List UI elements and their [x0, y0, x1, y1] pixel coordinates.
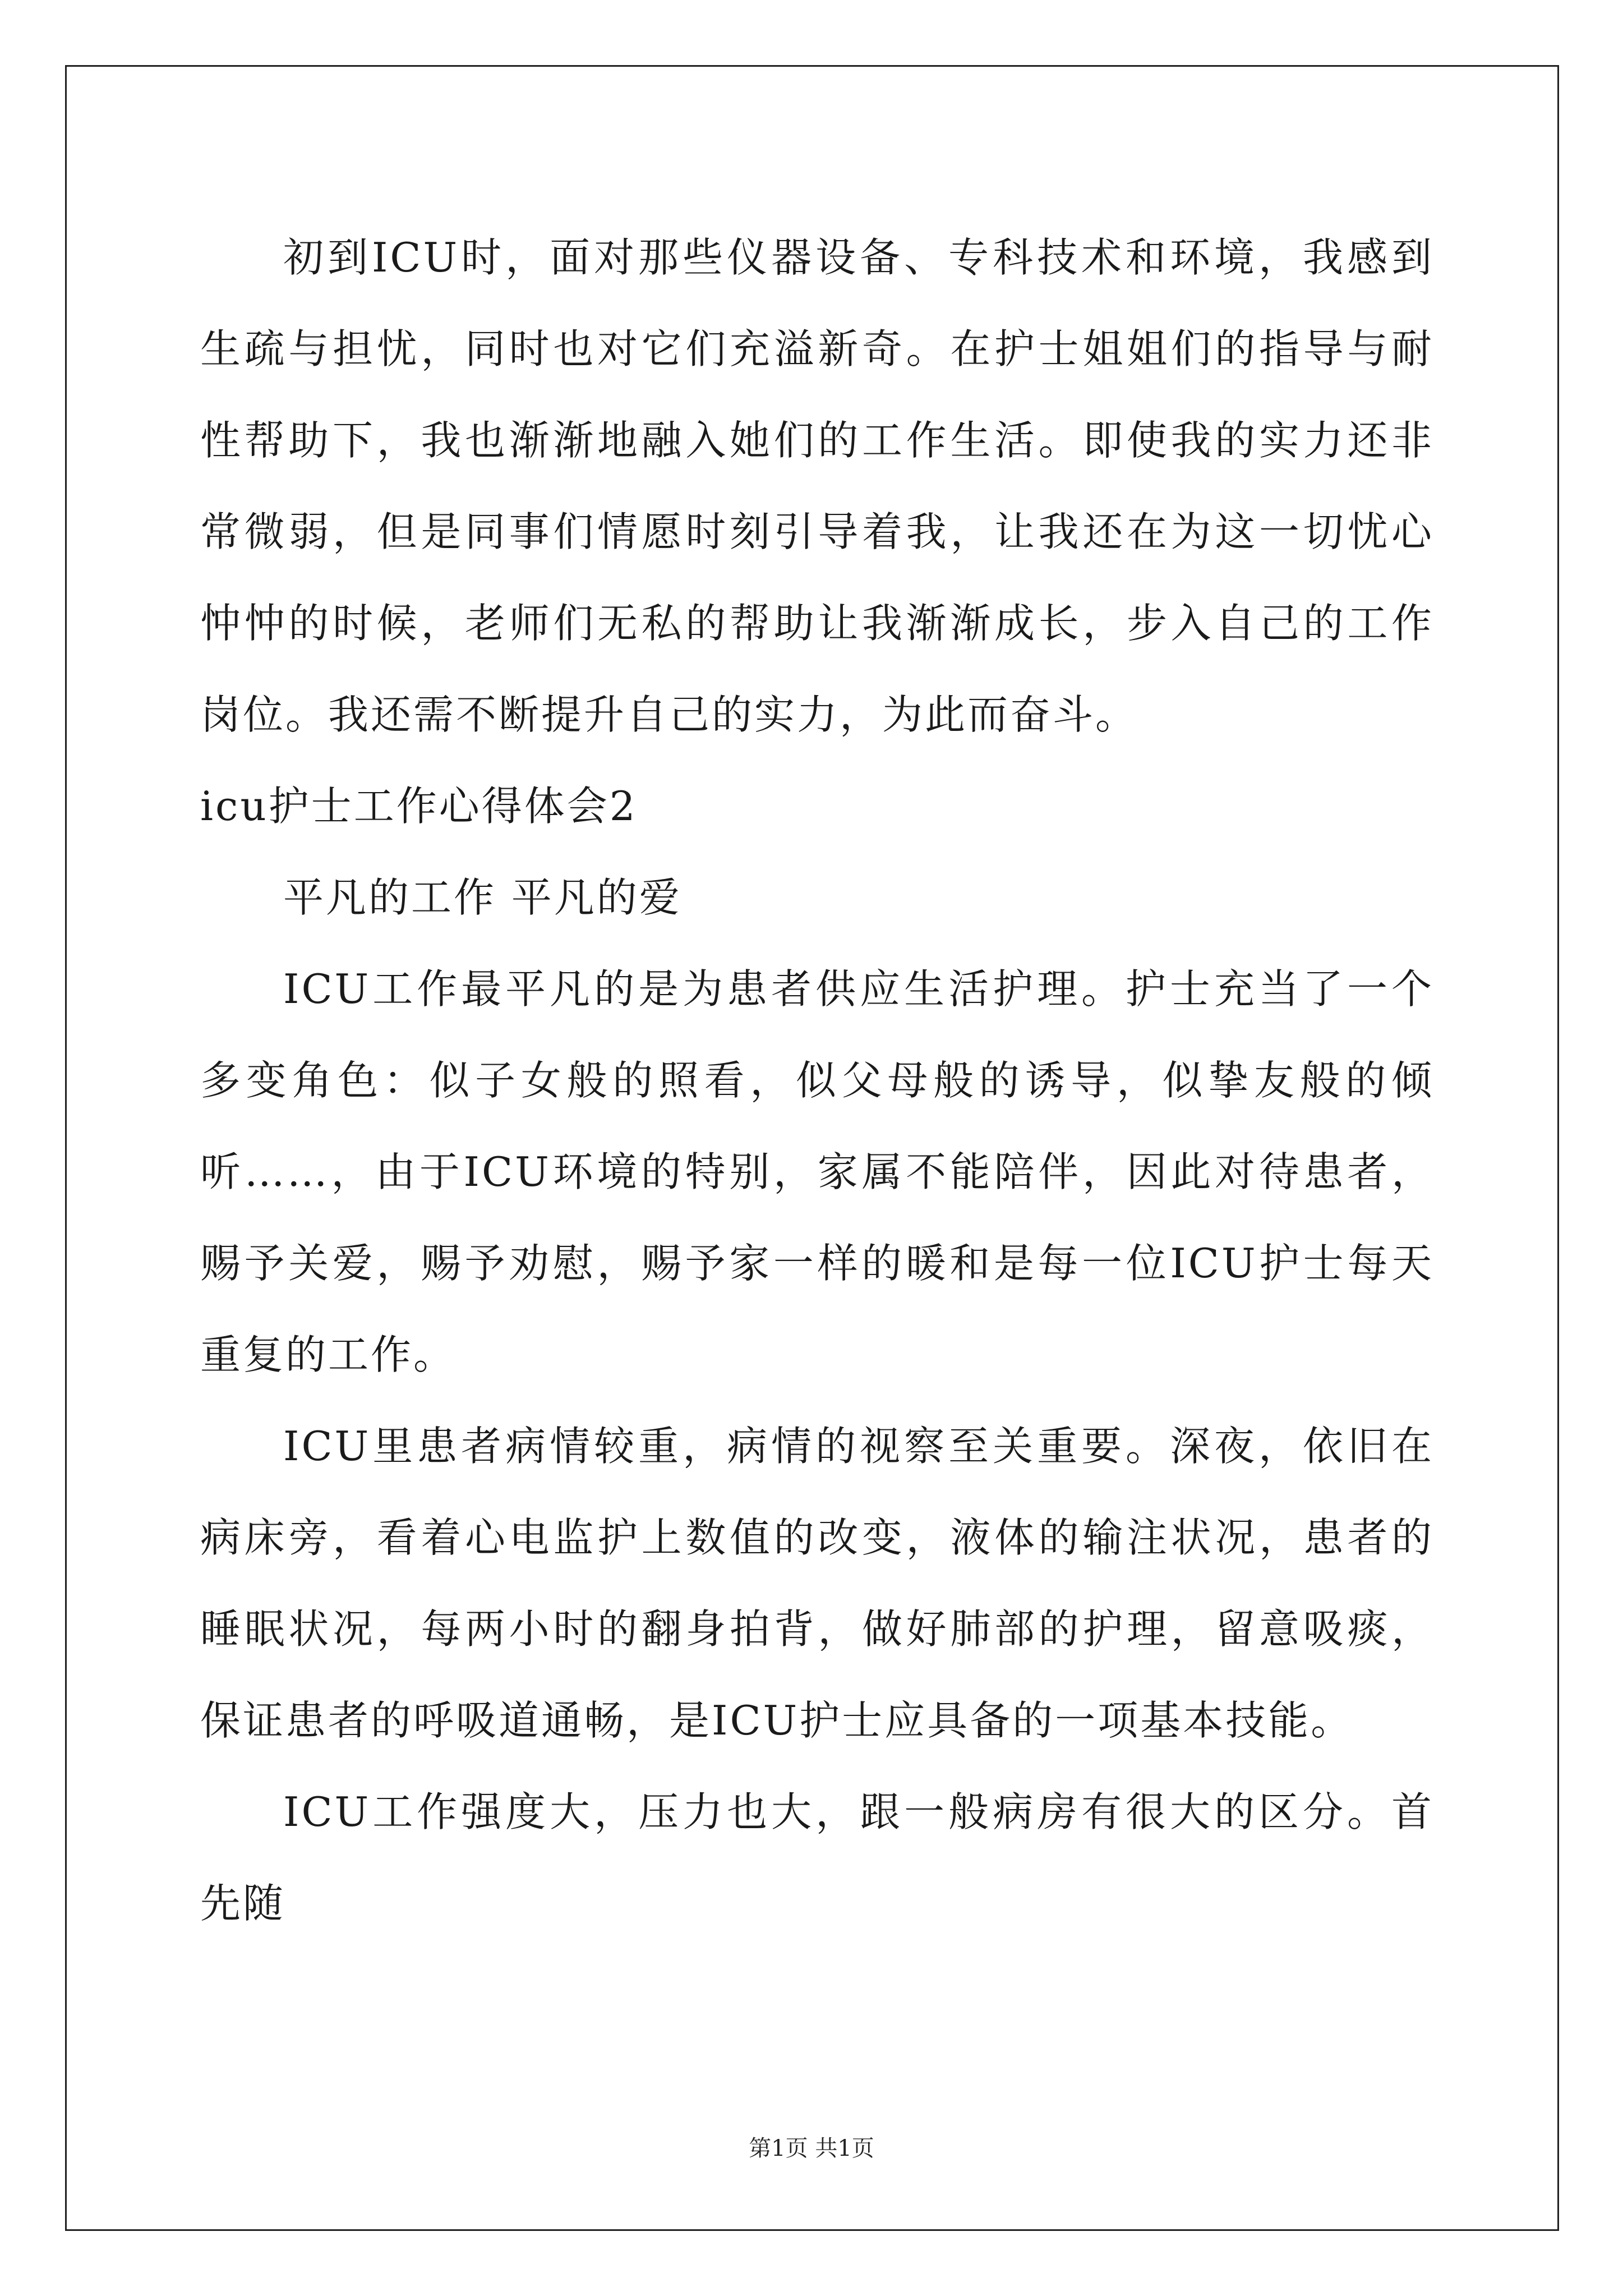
section-heading: icu护士工作心得体会2: [200, 783, 638, 830]
paragraph-life-care: ICU工作最平凡的是为患者供应生活护理。护士充当了一个多变角色：似子女般的照看，似父母般的诱导，似挚友般的倾听……，由于ICU环境的特别，家属不能陪伴，因此对待患者，赐予关爱，赐予劝慰，赐予家一样的暖和是每一位ICU护士每天重复的工作。: [200, 965, 1434, 1378]
paragraph-observation: ICU里患者病情较重，病情的视察至关重要。深夜，依旧在病床旁，看着心电监护上数值的改变，液体的输注状况，患者的睡眠状况，每两小时的翻身拍背，做好肺部的护理，留意吸痰，保证患者的呼吸道通畅，是ICU护士应具备的一项基本技能。: [200, 1423, 1434, 1744]
document-body: [200, 212, 1434, 1949]
paragraph-workload: ICU工作强度大，压力也大，跟一般病房有很大的区分。首先随: [200, 1788, 1434, 1927]
page-footer: 第1页 共1页: [749, 2136, 874, 2161]
section-subtitle: 平凡的工作 平凡的爱: [283, 874, 682, 921]
paragraph-intro: 初到ICU时，面对那些仪器设备、专科技术和环境，我感到生疏与担忧，同时也对它们充溢新奇。在护士姐姐们的指导与耐性帮助下，我也渐渐地融入她们的工作生活。即使我的实力还非常微弱，但是同事们情愿时刻引导着我，让我还在为这一切忧心忡忡的时候，老师们无私的帮助让我渐渐成长，步入自己的工作岗位。我还需不断提升自己的实力，为此而奋斗。: [200, 234, 1434, 738]
